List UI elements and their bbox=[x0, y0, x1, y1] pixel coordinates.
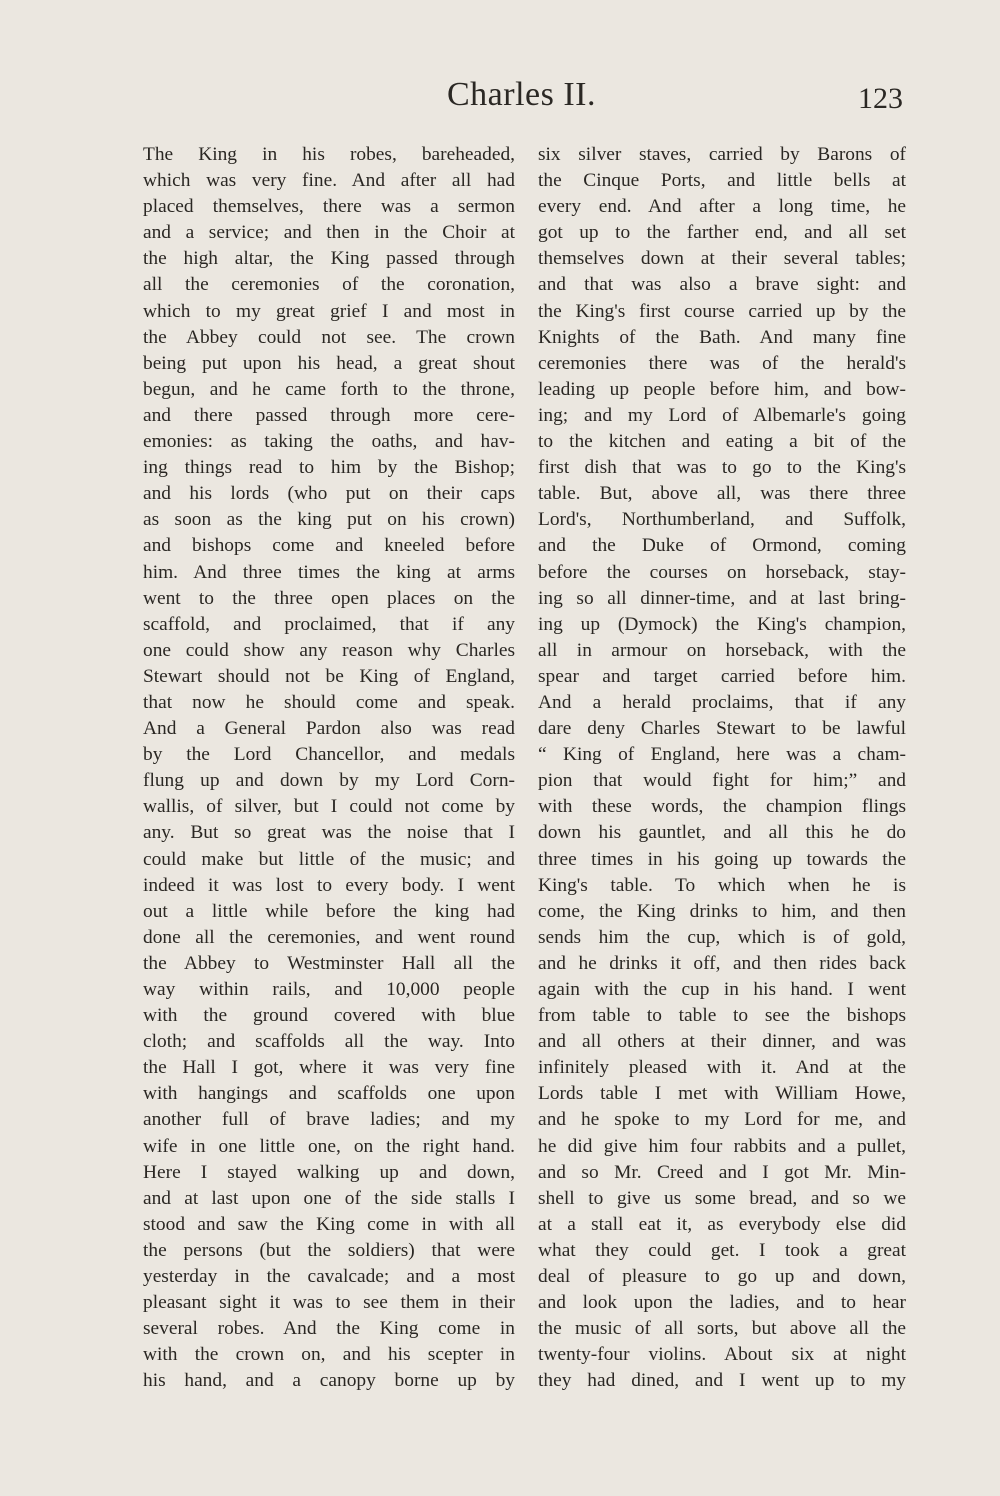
text-line: they had dined, and I went up to my bbox=[538, 1370, 906, 1392]
text-line: and at last upon one of the side stalls I bbox=[143, 1187, 515, 1209]
text-line: several robes. And the King come in bbox=[143, 1318, 515, 1340]
text-line: Here I stayed walking up and down, bbox=[143, 1161, 515, 1183]
text-line: done all the ceremonies, and went round bbox=[143, 926, 515, 948]
text-line: him. And three times the king at arms bbox=[143, 561, 515, 583]
text-line: as soon as the king put on his crown) bbox=[143, 509, 515, 531]
text-line: the Cinque Ports, and little bells at bbox=[538, 170, 906, 192]
text-line: and a service; and then in the Choir at bbox=[143, 222, 515, 244]
text-line: And a herald proclaims, that if any bbox=[538, 691, 906, 713]
text-line: six silver staves, carried by Barons of bbox=[538, 144, 906, 165]
text-line: at a stall eat it, as everybody else did bbox=[538, 1213, 906, 1235]
text-line: to the kitchen and eating a bit of the bbox=[538, 431, 906, 453]
text-line: themselves down at their several tables; bbox=[538, 248, 906, 270]
text-line: “ King of England, here was a cham- bbox=[538, 744, 906, 766]
text-line: pion that would fight for him;” and bbox=[538, 770, 906, 792]
text-line: ing; and my Lord of Albemarle's going bbox=[538, 404, 906, 426]
text-line: pleasant sight it was to see them in their bbox=[143, 1292, 515, 1314]
text-line: before the courses on horseback, stay- bbox=[538, 561, 906, 583]
text-line: spear and target carried before him. bbox=[538, 665, 906, 687]
text-line: down his gauntlet, and all this he do bbox=[538, 822, 906, 844]
text-line: indeed it was lost to every body. I went bbox=[143, 874, 515, 896]
text-line: and look upon the ladies, and to hear bbox=[538, 1292, 906, 1314]
text-line: first dish that was to go to the King's bbox=[538, 457, 906, 479]
text-line: any. But so great was the noise that I bbox=[143, 822, 515, 844]
text-line: from table to table to see the bishops bbox=[538, 1005, 906, 1027]
text-line: begun, and he came forth to the throne, bbox=[143, 378, 515, 400]
text-line: twenty-four violins. About six at night bbox=[538, 1344, 906, 1366]
text-line: what they could get. I took a great bbox=[538, 1239, 906, 1261]
text-line: Lords table I met with William Howe, bbox=[538, 1083, 906, 1105]
text-line: every end. And after a long time, he bbox=[538, 196, 906, 218]
text-line: the high altar, the King passed through bbox=[143, 248, 515, 270]
text-line: emonies: as taking the oaths, and hav- bbox=[143, 431, 515, 453]
text-line: and he drinks it off, and then rides back bbox=[538, 952, 906, 974]
text-line: and he spoke to my Lord for me, and bbox=[538, 1109, 906, 1131]
text-line: stood and saw the King come in with all bbox=[143, 1213, 515, 1235]
text-line: that now he should come and speak. bbox=[143, 691, 515, 713]
text-line: infinitely pleased with it. And at the bbox=[538, 1057, 906, 1079]
text-line: yesterday in the cavalcade; and a most bbox=[143, 1266, 515, 1288]
text-line: and so Mr. Creed and I got Mr. Min- bbox=[538, 1161, 906, 1183]
text-line: and there passed through more cere- bbox=[143, 404, 515, 426]
text-line: ing things read to him by the Bishop; bbox=[143, 457, 515, 479]
text-line: all in armour on horseback, with the bbox=[538, 639, 906, 661]
text-line: and all others at their dinner, and was bbox=[538, 1031, 906, 1053]
text-line: And a General Pardon also was read bbox=[143, 718, 515, 740]
text-line: could make but little of the music; and bbox=[143, 848, 515, 870]
text-line: with the crown on, and his scepter in bbox=[143, 1344, 515, 1366]
text-line: wallis, of silver, but I could not come by bbox=[143, 796, 515, 818]
text-line: the Abbey could not see. The crown bbox=[143, 326, 515, 348]
text-line: come, the King drinks to him, and then bbox=[538, 900, 906, 922]
text-line: way within rails, and 10,000 people bbox=[143, 979, 515, 1000]
text-line: the Abbey to Westminster Hall all the bbox=[143, 952, 515, 974]
text-line: shell to give us some bread, and so we bbox=[538, 1187, 906, 1209]
text-line: ing up (Dymock) the King's champion, bbox=[538, 613, 906, 635]
text-column-left bbox=[143, 142, 515, 1395]
text-line: wife in one little one, on the right hand. bbox=[143, 1135, 515, 1157]
text-line: leading up people before him, and bow- bbox=[538, 378, 906, 400]
text-line: The King in his robes, bareheaded, bbox=[143, 144, 515, 165]
text-line: Stewart should not be King of England, bbox=[143, 665, 515, 687]
text-line: Knights of the Bath. And many fine bbox=[538, 326, 906, 348]
text-line: by the Lord Chancellor, and medals bbox=[143, 744, 515, 766]
text-line: placed themselves, there was a sermon bbox=[143, 196, 515, 218]
text-line: his hand, and a canopy borne up by bbox=[143, 1370, 515, 1392]
text-line: table. But, above all, was there three bbox=[538, 483, 906, 505]
text-line: King's table. To which when he is bbox=[538, 874, 906, 896]
text-line: he did give him four rabbits and a pullet, bbox=[538, 1135, 906, 1157]
text-line: and bishops come and kneeled before bbox=[143, 535, 515, 557]
text-line: with hangings and scaffolds one upon bbox=[143, 1083, 515, 1105]
text-line: and that was also a brave sight: and bbox=[538, 274, 906, 296]
text-line: dare deny Charles Stewart to be lawful bbox=[538, 718, 906, 740]
text-line: and his lords (who put on their caps bbox=[143, 483, 515, 505]
page-title: Charles II. bbox=[447, 76, 597, 113]
text-line: Lord's, Northumberland, and Suffolk, bbox=[538, 509, 906, 531]
text-line: the music of all sorts, but above all the bbox=[538, 1318, 906, 1340]
text-line: scaffold, and proclaimed, that if any bbox=[143, 613, 515, 635]
text-line: sends him the cup, which is of gold, bbox=[538, 926, 906, 948]
text-line: deal of pleasure to go up and down, bbox=[538, 1266, 906, 1288]
text-line: went to the three open places on the bbox=[143, 587, 515, 609]
text-line: cloth; and scaffolds all the way. Into bbox=[143, 1031, 515, 1053]
text-line: the Hall I got, where it was very fine bbox=[143, 1057, 515, 1079]
text-line: which to my great grief I and most in bbox=[143, 300, 515, 322]
text-line: the persons (but the soldiers) that were bbox=[143, 1239, 515, 1261]
text-line: and the Duke of Ormond, coming bbox=[538, 535, 906, 557]
text-line: three times in his going up towards the bbox=[538, 848, 906, 870]
text-line: which was very fine. And after all had bbox=[143, 170, 515, 192]
text-line: all the ceremonies of the coronation, bbox=[143, 274, 515, 296]
text-line: out a little while before the king had bbox=[143, 900, 515, 922]
text-line: with the ground covered with blue bbox=[143, 1005, 515, 1027]
text-line: another full of brave ladies; and my bbox=[143, 1109, 515, 1131]
text-line: ing so all dinner-time, and at last bring- bbox=[538, 587, 906, 609]
page-number: 123 bbox=[858, 82, 903, 115]
text-line: again with the cup in his hand. I went bbox=[538, 979, 906, 1000]
running-head bbox=[0, 76, 1000, 124]
text-line: being put upon his head, a great shout bbox=[143, 352, 515, 374]
text-line: ceremonies there was of the herald's bbox=[538, 352, 906, 374]
text-column-right bbox=[538, 142, 906, 1395]
text-line: with these words, the champion flings bbox=[538, 796, 906, 818]
text-line: flung up and down by my Lord Corn- bbox=[143, 770, 515, 792]
text-line: the King's first course carried up by the bbox=[538, 300, 906, 322]
text-line: one could show any reason why Charles bbox=[143, 639, 515, 661]
text-line: got up to the farther end, and all set bbox=[538, 222, 906, 244]
